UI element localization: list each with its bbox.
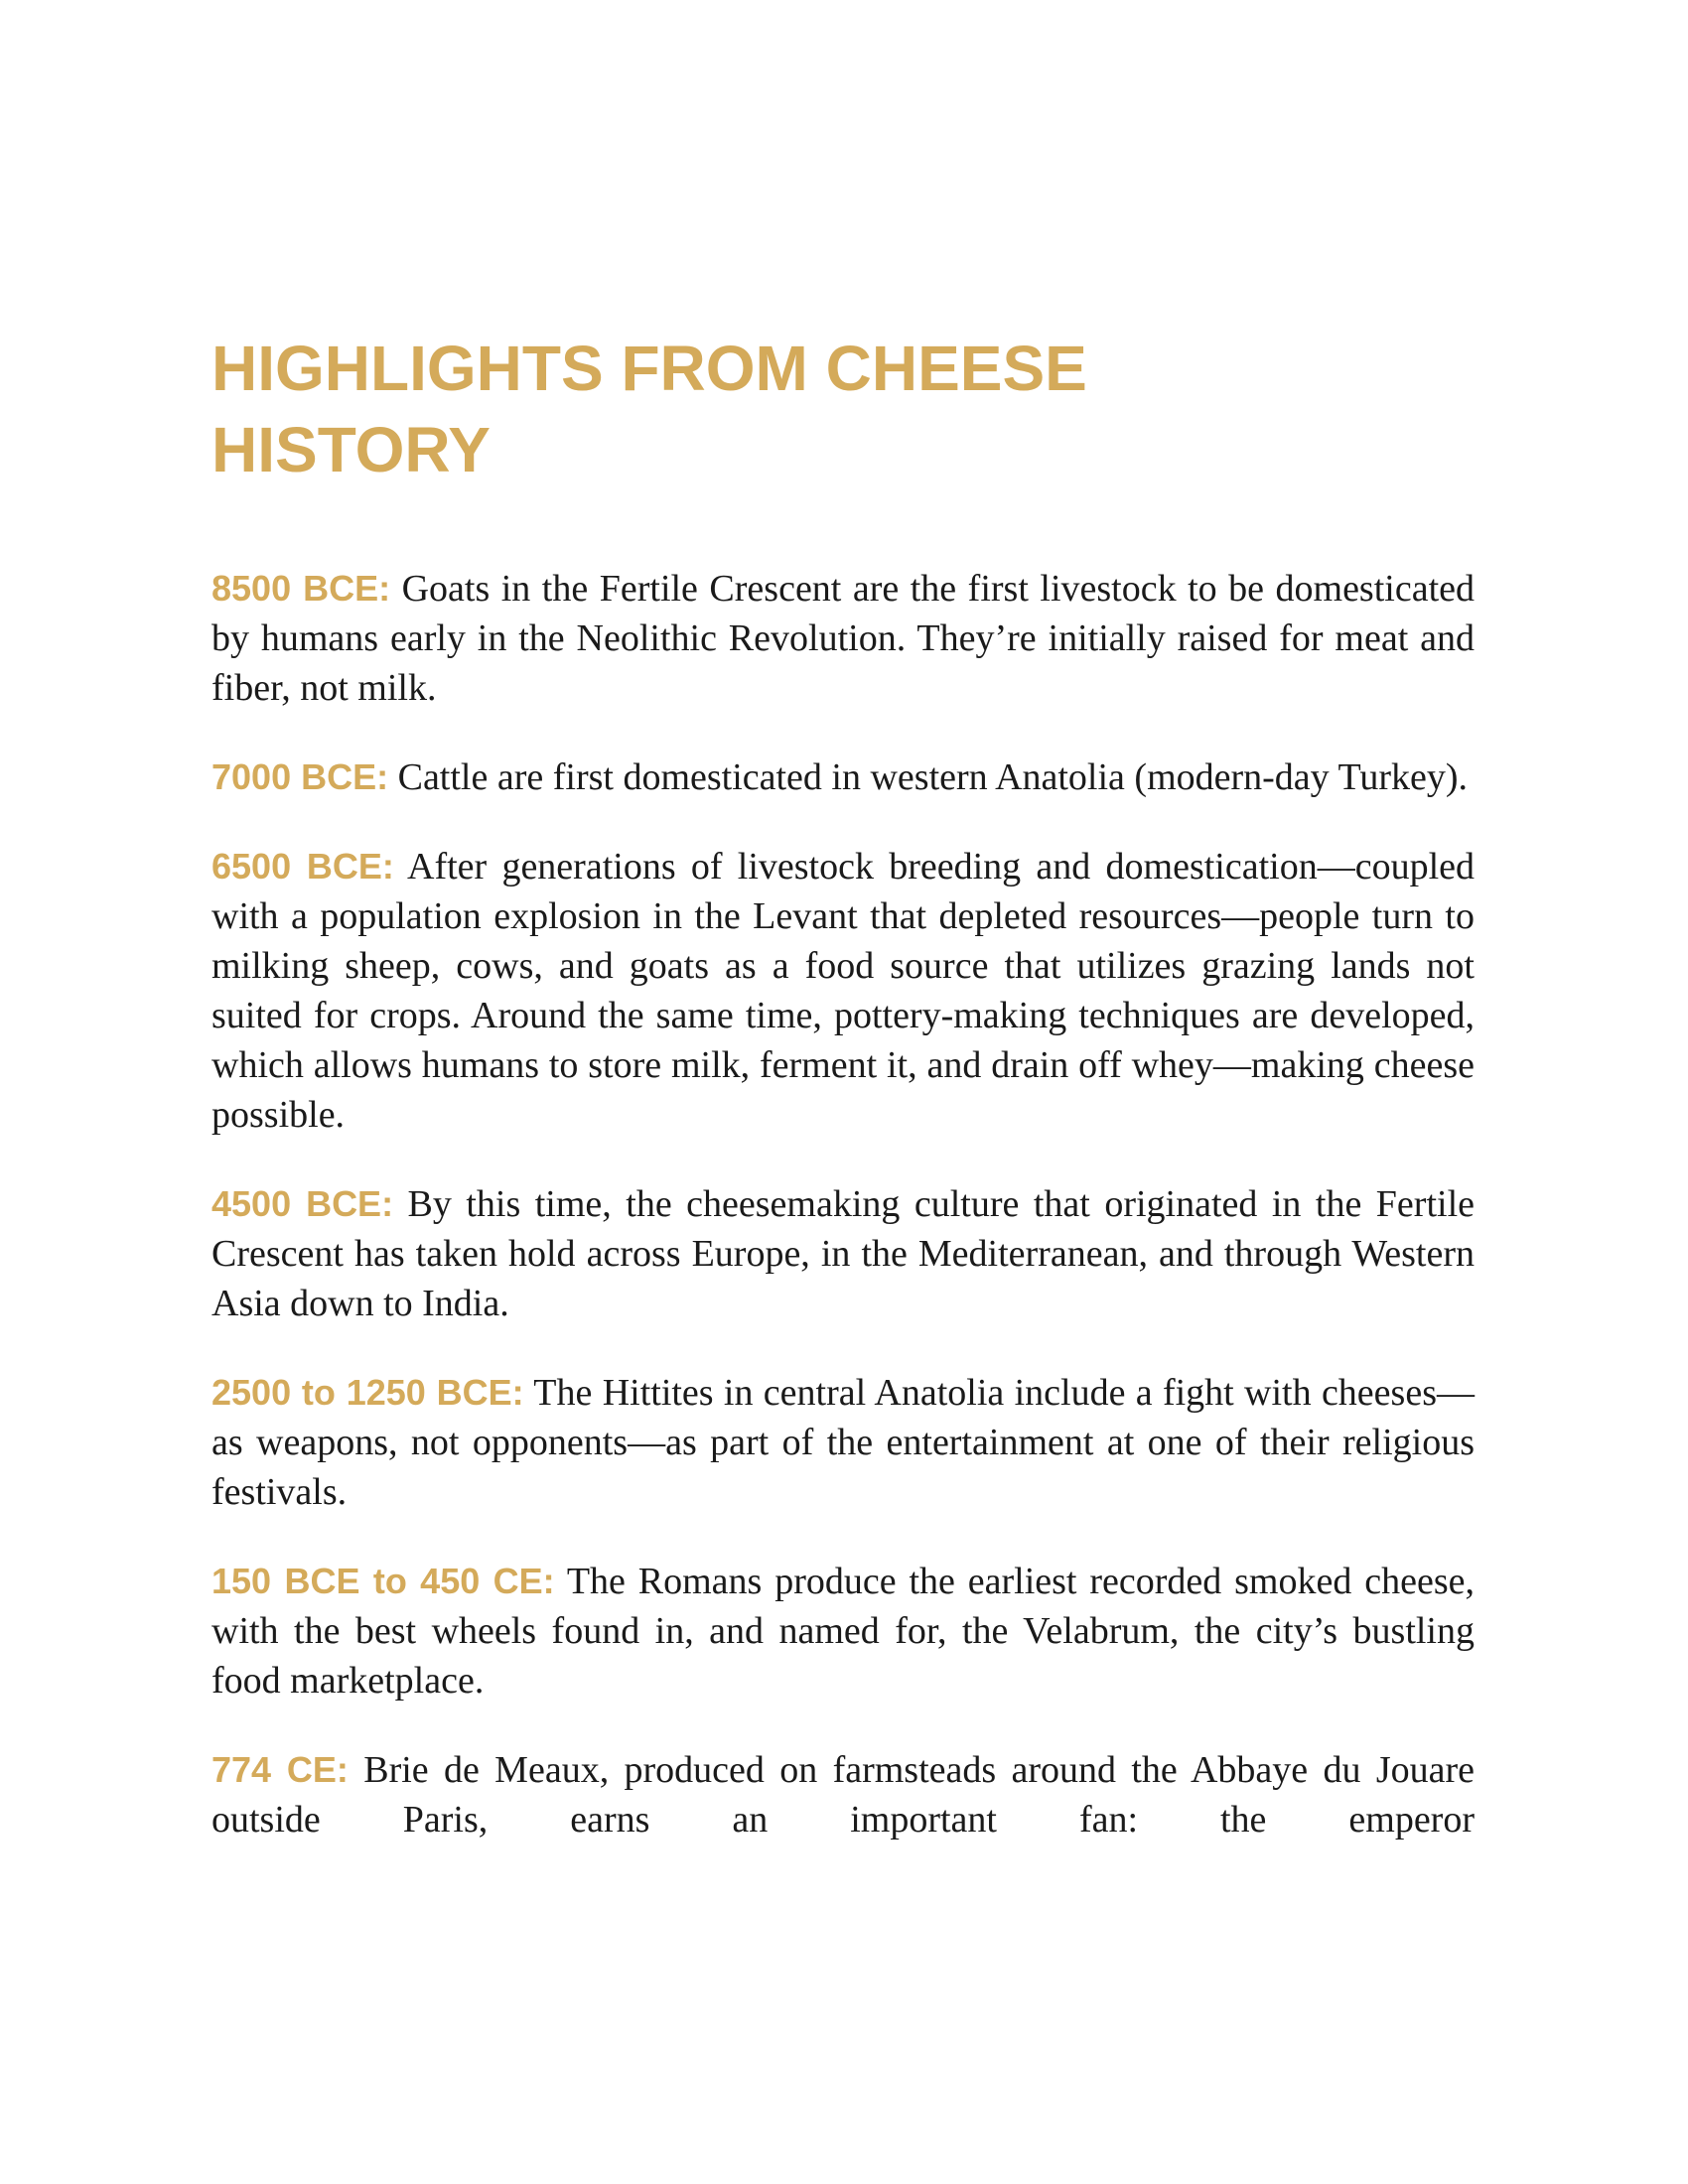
document-page — [211, 328, 1475, 1884]
entry-date: 150 BCE to 450 CE: — [211, 1561, 555, 1601]
entry-date: 8500 BCE: — [211, 568, 391, 609]
entry-date: 774 CE: — [211, 1749, 349, 1790]
timeline-entry — [211, 1179, 1475, 1328]
entry-date: 4500 BCE: — [211, 1183, 394, 1224]
entry-text: By this time, the cheesemaking culture that originated in the Fertile Crescent has taken hold across Europe, in the Mediterranean, and through Western Asia down to India. — [211, 1183, 1475, 1324]
entry-date: 2500 to 1250 BCE: — [211, 1372, 524, 1413]
timeline-entry — [211, 752, 1475, 802]
timeline-entry — [211, 1745, 1475, 1844]
timeline-entry — [211, 1557, 1475, 1706]
entry-text: Goats in the Fertile Crescent are the first livestock to be domesticated by humans early in the Neolithic Revolution. They’re initially raised for meat and fiber, not milk. — [211, 568, 1475, 709]
entry-text: After generations of livestock breeding and domestication—coupled with a population explosion in the Levant that depleted resources—people turn to milking sheep, cows, and goats as a food source that utilizes grazing lands not suited for crops. Around the same time, pottery-making techniques are developed, which allows humans to store milk, ferment it, and drain off whey—making cheese possible. — [211, 846, 1475, 1136]
timeline-entry — [211, 564, 1475, 713]
timeline-entries — [211, 564, 1475, 1844]
entry-date: 6500 BCE: — [211, 846, 394, 887]
entry-text: Cattle are first domesticated in western Anatolia (modern-day Turkey). — [397, 756, 1469, 798]
timeline-entry — [211, 1368, 1475, 1517]
page-title: HIGHLIGHTS FROM CHEESE HISTORY — [211, 333, 1087, 485]
timeline-entry — [211, 842, 1475, 1140]
entry-text: The Hittites in central Anatolia include a fight with cheeses—as weapons, not opponents—as part of the entertainment at one of their religious festivals. — [211, 1372, 1475, 1513]
entry-text: The Romans produce the earliest recorded smoked cheese, with the best wheels found in, and named for, the Velabrum, the city’s bustling food marketplace. — [211, 1561, 1475, 1702]
entry-date: 7000 BCE: — [211, 756, 389, 797]
entry-text: Brie de Meaux, produced on farmsteads around the Abbaye du Jouare outside Paris, earns an important fan: the emperor — [211, 1749, 1475, 1841]
